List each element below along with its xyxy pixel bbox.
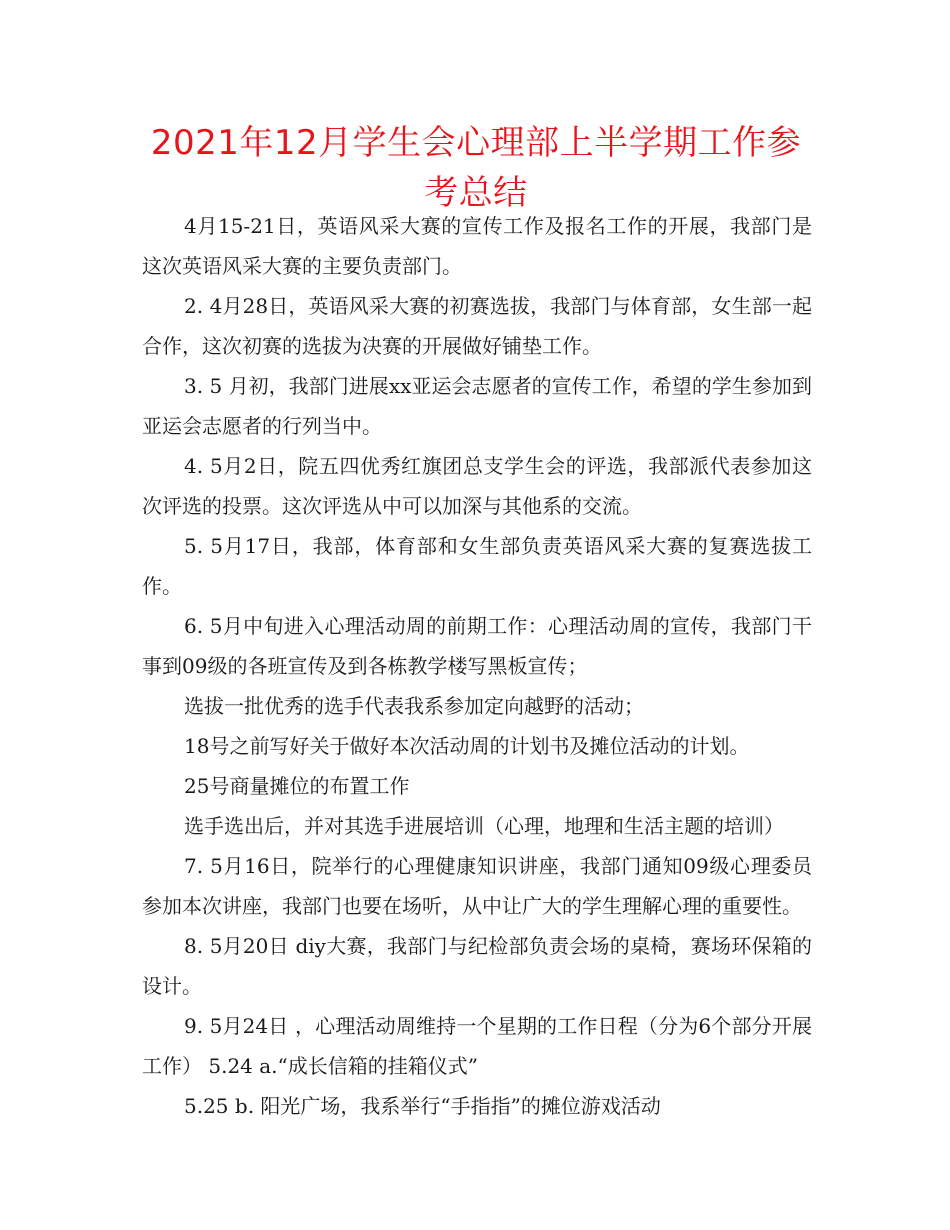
paragraph: 8. 5月20日 diy大赛，我部门与纪检部负责会场的桌椅，赛场环保箱的设计。 [142, 934, 812, 998]
paragraph: 25号商量摊位的布置工作 [184, 774, 410, 798]
paragraph: 9. 5月24日 ，心理活动周维持一个星期的工作日程（分为6个部分开展工作） 5.24 a.“成长信箱的挂箱仪式” [142, 1014, 812, 1078]
paragraph: 4月15-21日，英语风采大赛的宣传工作及报名工作的开展，我部门是这次英语风采大赛的主要负责部门。 [142, 214, 812, 278]
paragraph: 2. 4月28日，英语风采大赛的初赛选拔，我部门与体育部，女生部一起合作，这次初赛的选拔为决赛的开展做好铺垫工作。 [142, 294, 812, 358]
document-title: 2021年12月学生会心理部上半学期工作参考总结 [150, 123, 802, 213]
paragraph: 3. 5 月初，我部门进展xx亚运会志愿者的宣传工作，希望的学生参加到亚运会志愿者的行列当中。 [142, 374, 812, 438]
paragraph: 4. 5月2日，院五四优秀红旗团总支学生会的评选，我部派代表参加这次评选的投票。这次评选从中可以加深与其他系的交流。 [142, 454, 812, 518]
paragraph: 5.25 b. 阳光广场，我系举行“手指指”的摊位游戏活动 [184, 1094, 661, 1118]
paragraph: 选拔一批优秀的选手代表我系参加定向越野的活动； [184, 694, 644, 718]
paragraph: 5. 5月17日，我部，体育部和女生部负责英语风采大赛的复赛选拔工作。 [142, 534, 812, 598]
paragraph: 18号之前写好关于做好本次活动周的计划书及摊位活动的计划。 [184, 734, 750, 758]
document-body [142, 206, 812, 1126]
paragraph: 7. 5月16日，院举行的心理健康知识讲座，我部门通知09级心理委员参加本次讲座，我部门也要在场听，从中让广大的学生理解心理的重要性。 [142, 854, 812, 918]
paragraph: 6. 5月中旬进入心理活动周的前期工作：心理活动周的宣传，我部门干事到09级的各班宣传及到各栋教学楼写黑板宣传； [142, 614, 812, 678]
paragraph: 选手选出后，并对其选手进展培训（心理，地理和生活主题的培训） [184, 814, 784, 838]
